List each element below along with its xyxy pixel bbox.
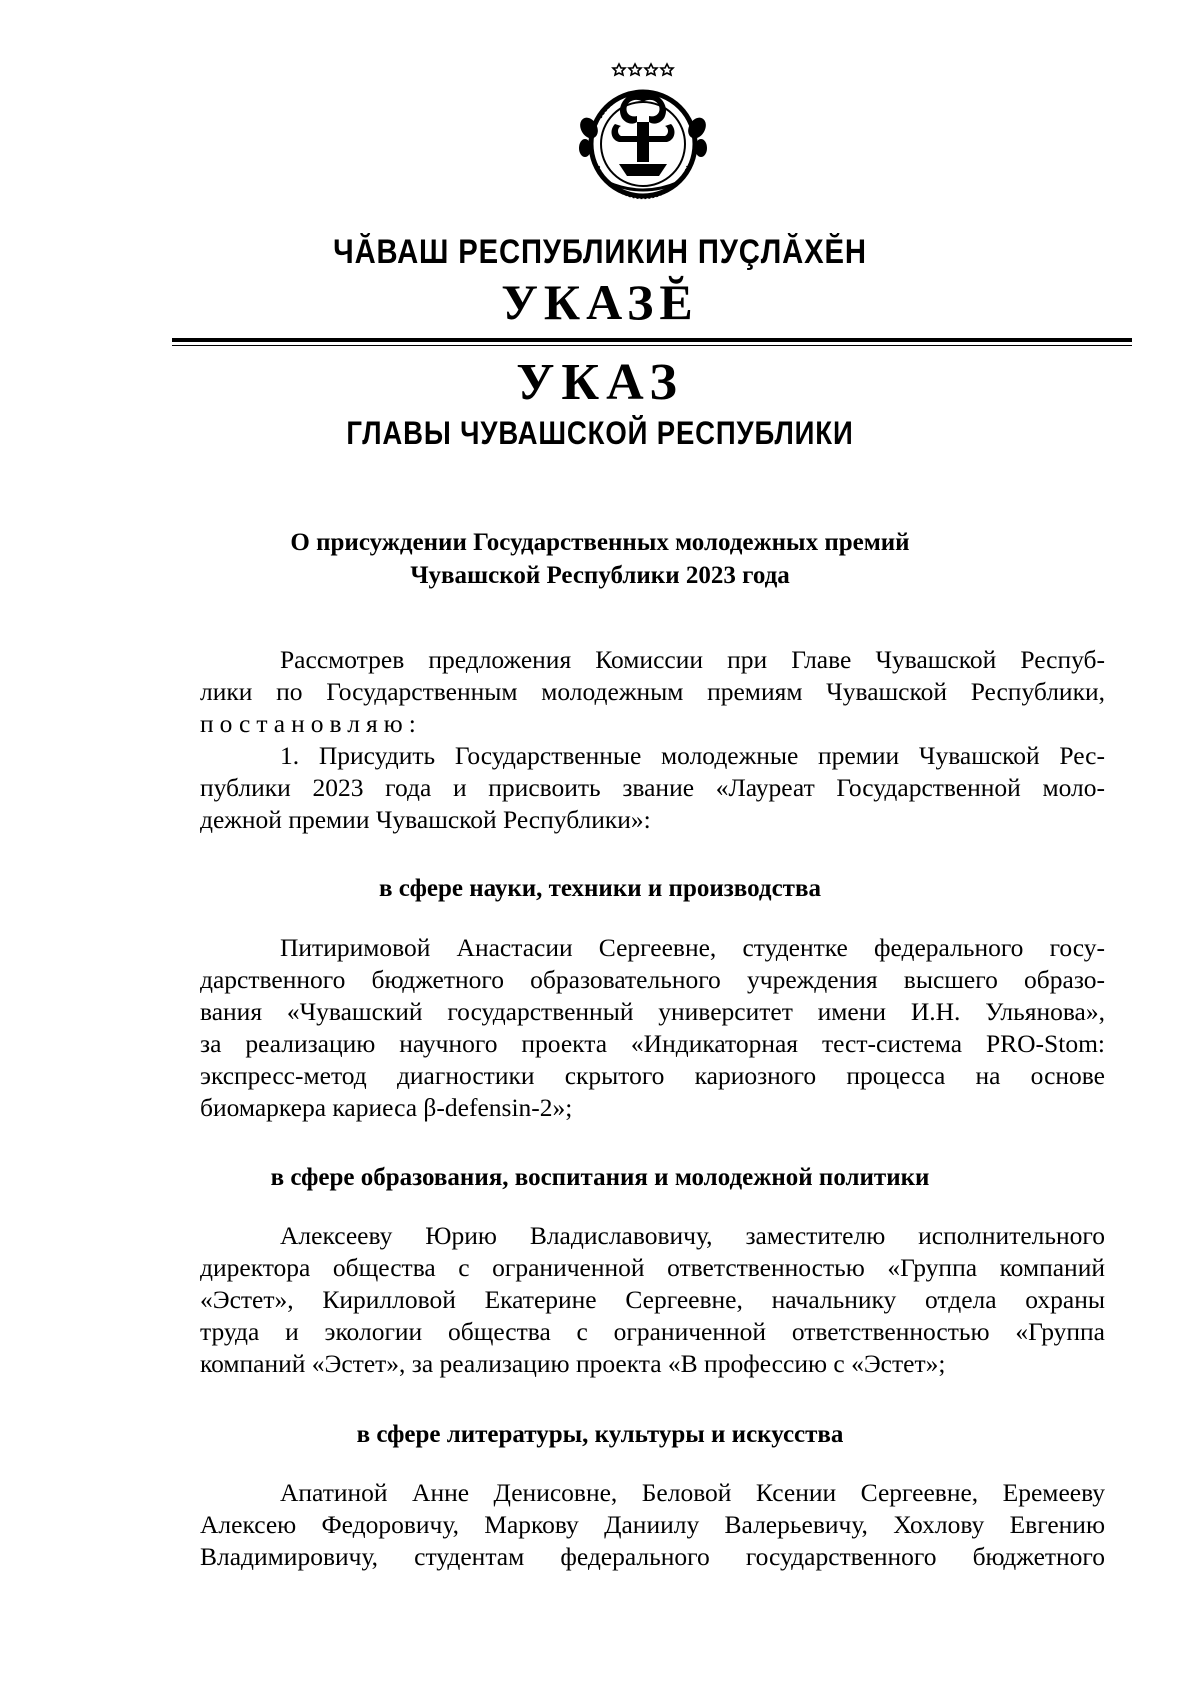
header-chuvash-line: ЧĂВАШ РЕСПУБЛИКИН ПУÇЛĂХĔН (333, 233, 867, 271)
text-line: Питиримовой Анастасии Сергеевне, студентке федерального госу- (280, 933, 1105, 962)
text-line: за реализацию научного проекта «Индикаторная тест-система PRO-Stom: (200, 1029, 1105, 1058)
coat-of-arms-icon (563, 56, 723, 206)
text-line: лики по Государственным молодежным премиям Чувашской Республики, (200, 677, 1105, 706)
document-title-line: Чувашской Республики 2023 года (410, 562, 790, 589)
section-paragraph (200, 932, 1105, 1124)
text-line: Рассмотрев предложения Комиссии при Главе Чувашской Респуб- (280, 645, 1105, 674)
text-line: дежной премии Чувашской Республики»: (200, 805, 651, 834)
text-line: Алексееву Юрию Владиславовичу, заместителю исполнительного (280, 1221, 1105, 1250)
text-line: дарственного бюджетного образовательного учреждения высшего образо- (200, 965, 1105, 994)
text-line: 1. Присудить Государственные молодежные премии Чувашской Рес- (280, 741, 1105, 770)
header-russian-subtitle: ГЛАВЫ ЧУВАШСКОЙ РЕСПУБЛИКИ (346, 415, 854, 451)
text-line: Апатиной Анне Денисовне, Беловой Ксении Сергеевне, Еремееву (280, 1478, 1105, 1507)
header-rule-thick (172, 338, 1132, 342)
header-rule-thin (172, 345, 1132, 346)
text-line: труда и экологии общества с ограниченной ответственностью «Группа (200, 1317, 1105, 1346)
header-russian-title: УКАЗ (516, 354, 684, 411)
section-paragraph (200, 1220, 1105, 1380)
text-line: Владимировичу, студентам федерального государственного бюджетного (200, 1542, 1105, 1571)
document-title-line: О присуждении Государственных молодежных премий (290, 529, 910, 556)
section-heading: в сфере науки, техники и производства (379, 875, 821, 902)
section-heading: в сфере литературы, культуры и искусства (356, 1421, 844, 1448)
section-paragraph (200, 1477, 1105, 1573)
text-line: вания «Чувашский государственный университет имени И.Н. Ульянова», (200, 997, 1105, 1026)
text-line: Алексею Федоровичу, Маркову Даниилу Валерьевичу, Хохлову Евгению (200, 1510, 1105, 1539)
text-line: директора общества с ограниченной ответственностью «Группа компаний (200, 1253, 1105, 1282)
text-line: «Эстет», Кирилловой Екатерине Сергеевне, начальнику отдела охраны (200, 1285, 1105, 1314)
text-line: публики 2023 года и присвоить звание «Лауреат Государственной моло- (200, 773, 1105, 802)
document-title (0, 526, 1200, 592)
section-heading: в сфере образования, воспитания и молодежной политики (270, 1164, 930, 1191)
preamble-paragraph (200, 644, 1105, 836)
header-chuvash-title: УКАЗĔ (501, 274, 699, 330)
text-line: биомаркера кариеса β-defensin-2»; (200, 1093, 573, 1122)
text-line-spaced: постановляю: (200, 709, 422, 738)
text-line: компаний «Эстет», за реализацию проекта «В профессию с «Эстет»; (200, 1349, 946, 1378)
text-line: экспресс-метод диагностики скрытого кариозного процесса на основе (200, 1061, 1105, 1090)
